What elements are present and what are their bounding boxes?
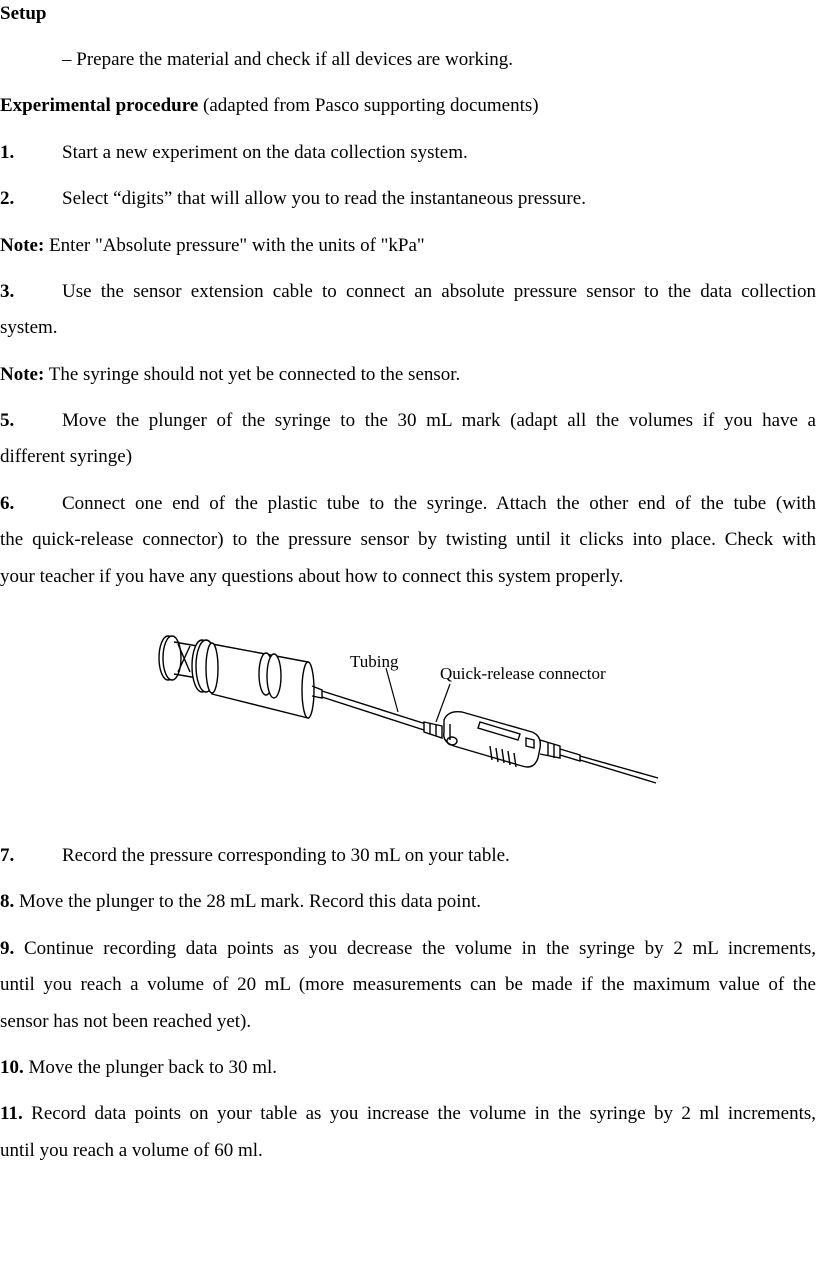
step-11-line-2: until you reach a volume of 60 ml. [0,1140,263,1161]
step-6-line-1: 6. Connect one end of the plastic tube to the syringe. Attach the other end of the tube (with [0,493,816,514]
step-2: 2. Select “digits” that will allow you to read the instantaneous pressure. [0,188,586,209]
step-5-line-2: different syringe) [0,446,133,467]
step-7: 7. Record the pressure corresponding to 30 mL on your table. [0,845,510,866]
setup-bullet: – Prepare the material and check if all devices are working. [62,49,514,70]
note-2: Note: The syringe should not yet be connected to the sensor. [0,364,461,385]
procedure-heading: Experimental procedure (adapted from Pasco supporting documents) [0,95,539,116]
tubing-label: Tubing [350,652,399,671]
step-9-line-1: 9. Continue recording data points as you decrease the volume in the syringe by 2 mL increments, [0,938,816,959]
step-8: 8. Move the plunger to the 28 mL mark. Record this data point. [0,891,482,912]
step-10: 10. Move the plunger back to 30 ml. [0,1057,278,1078]
connector-label: Quick-release connector [440,664,606,683]
step-6-line-2: the quick-release connector) to the pressure sensor by twisting until it clicks into place. Check with [0,529,816,550]
step-6-line-3: your teacher if you have any questions about how to connect this system properly. [0,566,624,587]
step-9-line-2: until you reach a volume of 20 mL (more measurements can be made if the maximum value of the [0,974,816,995]
step-5-line-1: 5. Move the plunger of the syringe to the 30 mL mark (adapt all the volumes if you have a [0,410,816,431]
syringe-sensor-illustration [150,628,670,798]
step-1: 1. Start a new experiment on the data collection system. [0,142,468,163]
step-3-line-2: system. [0,317,58,338]
step-9-line-3: sensor has not been reached yet). [0,1011,252,1032]
syringe-sensor-figure [150,628,670,798]
step-11-line-1: 11. Record data points on your table as you increase the volume in the syringe by 2 ml increments, [0,1103,816,1124]
note-1: Note: Enter "Absolute pressure" with the units of "kPa" [0,235,425,256]
step-3-line-1: 3. Use the sensor extension cable to connect an absolute pressure sensor to the data collection [0,281,816,302]
setup-heading: Setup [0,3,47,24]
